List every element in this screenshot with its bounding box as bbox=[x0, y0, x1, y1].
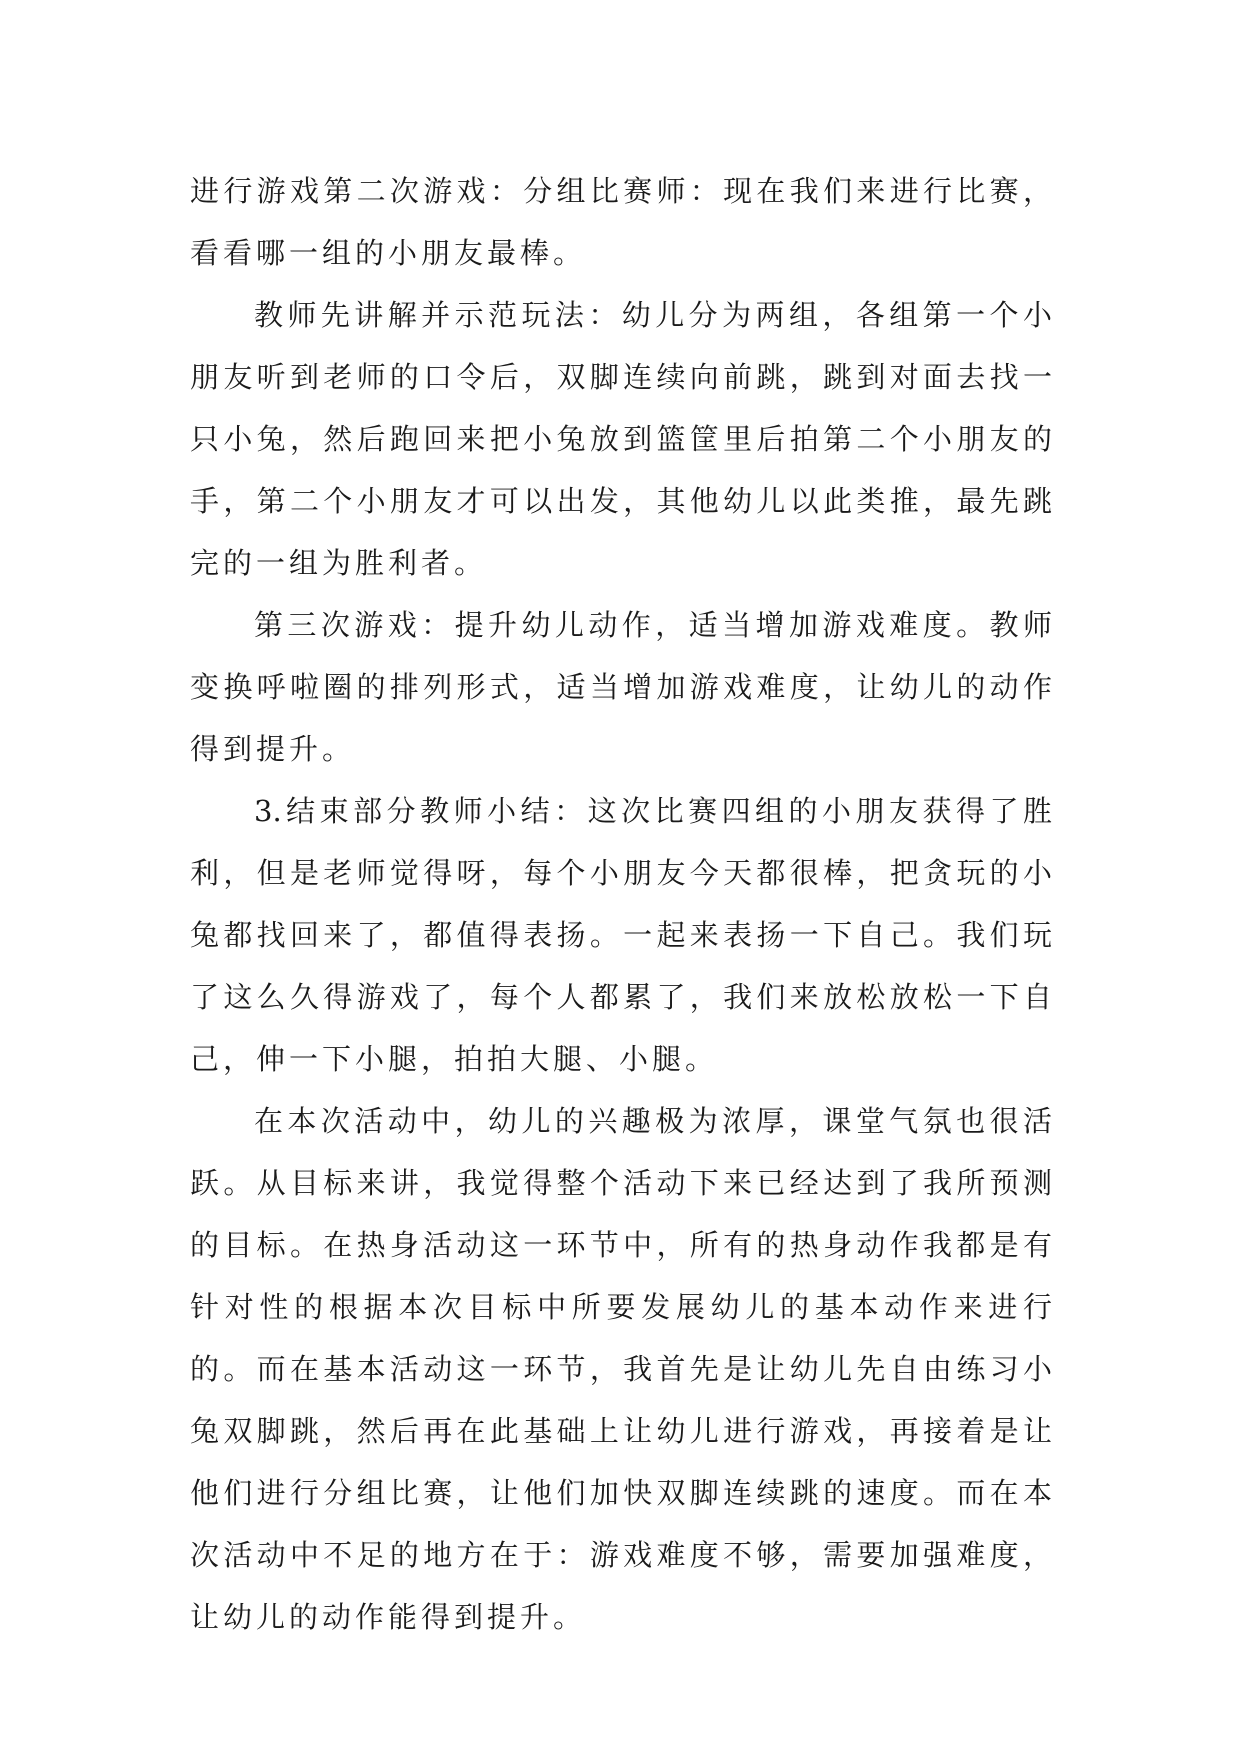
text-line: 朋友听到老师的口令后，双脚连续向前跳，跳到对面去找一 bbox=[190, 360, 1052, 394]
text-line: 进行游戏第二次游戏：分组比赛师：现在我们来进行比赛， bbox=[190, 174, 1052, 208]
text-line: 完的一组为胜利者。 bbox=[190, 546, 488, 580]
text-line: 只小兔，然后跑回来把小兔放到篮筐里后拍第二个小朋友的 bbox=[190, 422, 1052, 456]
text-line: 兔都找回来了，都值得表扬。一起来表扬一下自己。我们玩 bbox=[190, 918, 1052, 952]
text-line: 看看哪一组的小朋友最棒。 bbox=[190, 236, 587, 270]
text-line: 的。而在基本活动这一环节，我首先是让幼儿先自由练习小 bbox=[190, 1352, 1052, 1386]
text-line: 针对性的根据本次目标中所要发展幼儿的基本动作来进行 bbox=[190, 1290, 1052, 1324]
document-body bbox=[190, 160, 1052, 1648]
text-line: 在本次活动中，幼儿的兴趣极为浓厚，课堂气氛也很活 bbox=[254, 1104, 1052, 1138]
text-line: 3.结束部分教师小结：这次比赛四组的小朋友获得了胜 bbox=[254, 794, 1052, 828]
text-line: 得到提升。 bbox=[190, 732, 356, 766]
text-line: 手，第二个小朋友才可以出发，其他幼儿以此类推，最先跳 bbox=[190, 484, 1052, 518]
paragraph bbox=[190, 594, 1052, 780]
text-line: 让幼儿的动作能得到提升。 bbox=[190, 1600, 587, 1634]
paragraph bbox=[190, 284, 1052, 594]
text-line: 第三次游戏：提升幼儿动作，适当增加游戏难度。教师 bbox=[254, 608, 1052, 642]
paragraph bbox=[190, 160, 1052, 284]
text-line: 了这么久得游戏了，每个人都累了，我们来放松放松一下自 bbox=[190, 980, 1052, 1014]
paragraph bbox=[190, 1090, 1052, 1648]
text-line: 跃。从目标来讲，我觉得整个活动下来已经达到了我所预测 bbox=[190, 1166, 1052, 1200]
text-line: 次活动中不足的地方在于：游戏难度不够，需要加强难度， bbox=[190, 1538, 1052, 1572]
text-line: 的目标。在热身活动这一环节中，所有的热身动作我都是有 bbox=[190, 1228, 1052, 1262]
text-line: 变换呼啦圈的排列形式，适当增加游戏难度，让幼儿的动作 bbox=[190, 670, 1052, 704]
paragraph bbox=[190, 780, 1052, 1090]
text-line: 利，但是老师觉得呀，每个小朋友今天都很棒，把贪玩的小 bbox=[190, 856, 1052, 890]
text-line: 他们进行分组比赛，让他们加快双脚连续跳的速度。而在本 bbox=[190, 1476, 1052, 1510]
text-line: 兔双脚跳，然后再在此基础上让幼儿进行游戏，再接着是让 bbox=[190, 1414, 1052, 1448]
text-line: 教师先讲解并示范玩法：幼儿分为两组，各组第一个小 bbox=[254, 298, 1052, 332]
text-line: 己，伸一下小腿，拍拍大腿、小腿。 bbox=[190, 1042, 719, 1076]
